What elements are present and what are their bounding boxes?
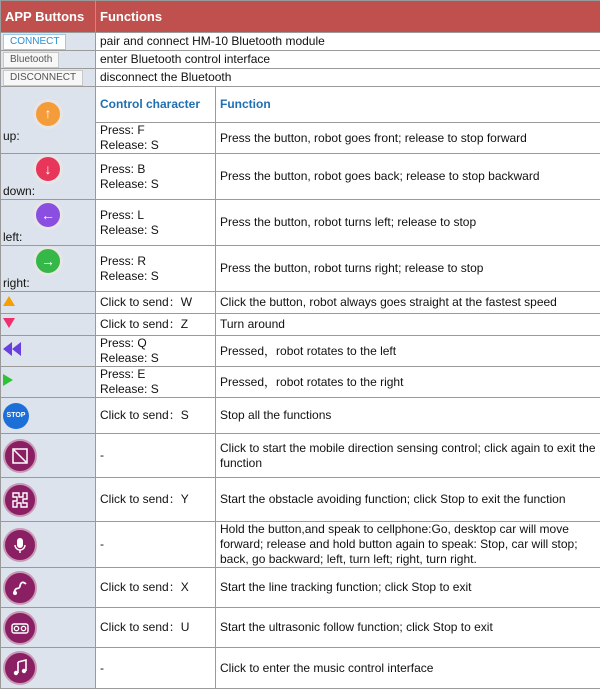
right-arrow-icon[interactable]: →	[33, 246, 63, 276]
up-cell	[1, 87, 96, 154]
subheader-function: Function	[216, 87, 600, 123]
up-function: Press the button, robot goes front; release to stop forward	[216, 123, 600, 154]
ultrasonic-control: Click to send：U	[96, 608, 216, 648]
up-control: Press: F Release: S	[96, 123, 216, 154]
fast-forward-control: Click to send：W	[96, 292, 216, 314]
gravity-sensor-icon[interactable]	[3, 439, 37, 473]
gravity-cell	[1, 434, 96, 478]
fast-forward-icon[interactable]	[3, 296, 15, 306]
obstacle-avoid-icon[interactable]	[3, 483, 37, 517]
obstacle-cell	[1, 478, 96, 522]
stop-function: Stop all the functions	[216, 398, 600, 434]
ultrasonic-cell	[1, 608, 96, 648]
voice-function: Hold the button,and speak to cellphone:Go, desktop car will move forward; release and hold button again to speak: Stop, car will stop; back, go backward; left, turn left; right, turn right.	[216, 522, 600, 568]
left-label: left:	[3, 230, 93, 245]
up-arrow-icon[interactable]: ↑	[33, 99, 63, 129]
stop-icon[interactable]: STOP	[3, 403, 29, 429]
turn-around-control: Click to send：Z	[96, 314, 216, 336]
left-arrow-icon[interactable]: ←	[33, 200, 63, 230]
voice-control: -	[96, 522, 216, 568]
line-tracking-cell	[1, 568, 96, 608]
rotate-left-cell	[1, 336, 96, 367]
ultrasonic-icon[interactable]	[3, 611, 37, 645]
line-tracking-function: Start the line tracking function; click Stop to exit	[216, 568, 600, 608]
header-app-buttons: APP Buttons	[1, 1, 96, 33]
connect-button[interactable]: CONNECT	[3, 34, 66, 50]
voice-cell	[1, 522, 96, 568]
rotate-left-icon-2	[12, 342, 21, 356]
right-label: right:	[3, 276, 93, 291]
music-cell	[1, 648, 96, 689]
down-control: Press: B Release: S	[96, 154, 216, 200]
obstacle-control: Click to send：Y	[96, 478, 216, 522]
stop-cell	[1, 398, 96, 434]
rotate-right-function: Pressed，robot rotates to the right	[216, 367, 600, 398]
music-control: -	[96, 648, 216, 689]
rotate-right-cell	[1, 367, 96, 398]
turn-around-cell	[1, 314, 96, 336]
music-icon[interactable]	[3, 651, 37, 685]
subheader-control: Control character	[96, 87, 216, 123]
rotate-left-function: Pressed，robot rotates to the left	[216, 336, 600, 367]
fast-forward-function: Click the button, robot always goes straight at the fastest speed	[216, 292, 600, 314]
microphone-icon[interactable]	[3, 528, 37, 562]
turn-around-icon[interactable]	[3, 318, 15, 328]
connect-cell	[1, 33, 96, 51]
line-tracking-control: Click to send：X	[96, 568, 216, 608]
obstacle-function: Start the obstacle avoiding function; click Stop to exit the function	[216, 478, 600, 522]
connect-function: pair and connect HM-10 Bluetooth module	[96, 33, 600, 51]
rotate-left-control: Press: Q Release: S	[96, 336, 216, 367]
disconnect-button[interactable]: DISCONNECT	[3, 70, 83, 86]
fast-forward-cell	[1, 292, 96, 314]
header-functions: Functions	[96, 1, 600, 33]
stop-control: Click to send：S	[96, 398, 216, 434]
line-tracking-icon[interactable]	[3, 571, 37, 605]
left-cell	[1, 200, 96, 246]
music-function: Click to enter the music control interface	[216, 648, 600, 689]
ultrasonic-function: Start the ultrasonic follow function; click Stop to exit	[216, 608, 600, 648]
down-arrow-icon[interactable]: ↓	[33, 154, 63, 184]
rotate-left-icon[interactable]	[3, 342, 12, 356]
down-label: down:	[3, 184, 93, 199]
down-cell	[1, 154, 96, 200]
up-label: up:	[3, 129, 93, 144]
right-control: Press: R Release: S	[96, 246, 216, 292]
right-cell	[1, 246, 96, 292]
turn-around-function: Turn around	[216, 314, 600, 336]
rotate-right-control: Press: E Release: S	[96, 367, 216, 398]
gravity-control: -	[96, 434, 216, 478]
bluetooth-cell	[1, 51, 96, 69]
bluetooth-function: enter Bluetooth control interface	[96, 51, 600, 69]
disconnect-function: disconnect the Bluetooth	[96, 69, 600, 87]
gravity-function: Click to start the mobile direction sensing control; click again to exit the function	[216, 434, 600, 478]
right-function: Press the button, robot turns right; release to stop	[216, 246, 600, 292]
bluetooth-button[interactable]: Bluetooth	[3, 52, 59, 68]
down-function: Press the button, robot goes back; release to stop backward	[216, 154, 600, 200]
disconnect-cell	[1, 69, 96, 87]
left-control: Press: L Release: S	[96, 200, 216, 246]
rotate-right-icon[interactable]	[3, 374, 13, 386]
left-function: Press the button, robot turns left; release to stop	[216, 200, 600, 246]
